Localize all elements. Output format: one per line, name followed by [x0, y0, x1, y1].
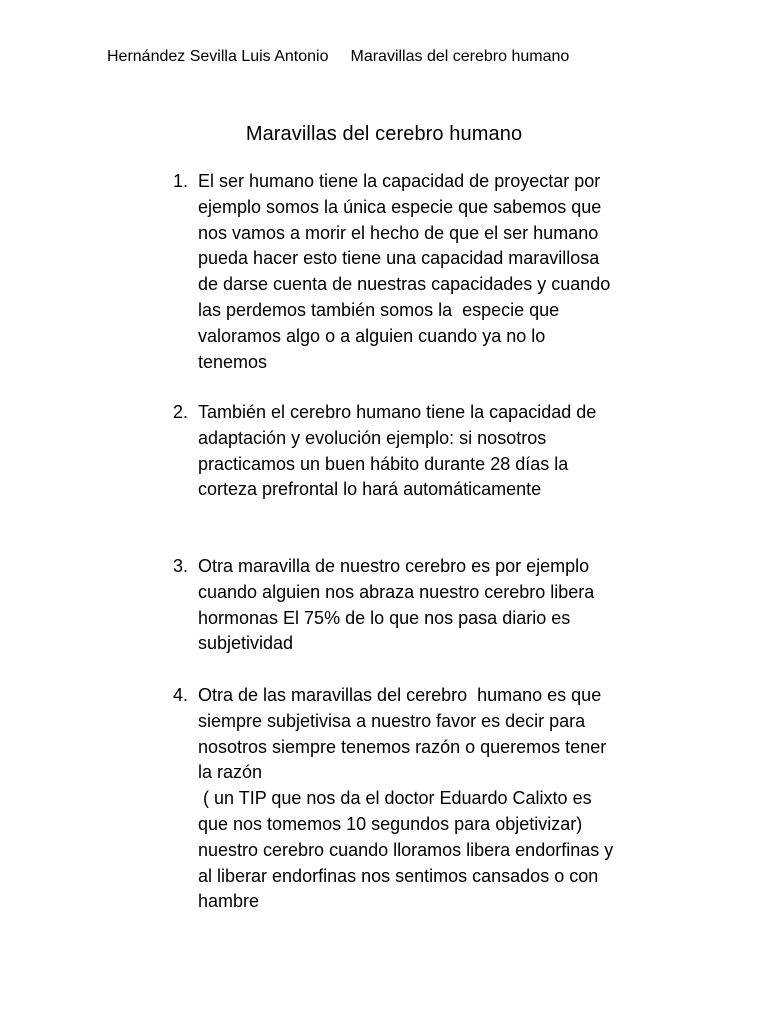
page-header	[107, 47, 569, 67]
list-item-line: corteza prefrontal lo hará automáticamente	[198, 479, 542, 500]
list-item-number: 1.	[173, 171, 189, 191]
list-item	[173, 400, 673, 503]
list-item-line: al liberar endorfinas nos sentimos cansados o con	[198, 865, 599, 886]
list-item-line: ( un TIP que nos da el doctor Eduardo Calixto es	[198, 788, 592, 809]
list-item-line: nosotros siempre tenemos razón o queremos tener	[198, 736, 607, 757]
list-item-line: subjetividad	[198, 633, 294, 654]
list-item-line: cuando alguien nos abraza nuestro cerebro libera	[198, 581, 595, 602]
list-item-line: Otra maravilla de nuestro cerebro es por ejemplo	[198, 556, 590, 576]
list-item-line: nuestro cerebro cuando lloramos libera endorfinas y	[198, 839, 614, 860]
list-item-line: El ser humano tiene la capacidad de proyectar por	[198, 171, 601, 191]
list-item-line: hambre	[198, 891, 260, 912]
list-item-number: 2.	[173, 402, 189, 422]
list-item-line: nos vamos a morir el hecho de que el ser humano	[198, 222, 599, 243]
list-item	[173, 554, 673, 657]
list-item-number: 4.	[173, 685, 189, 705]
list-item-line: Otra de las maravillas del cerebro humano es que	[198, 685, 602, 705]
header-topic: Maravillas del cerebro humano	[350, 48, 570, 65]
document-title: Maravillas del cerebro humano	[245, 123, 523, 145]
list-item-line: las perdemos también somos la especie que	[198, 299, 560, 320]
list-item	[173, 683, 673, 915]
list-item-line: adaptación y evolución ejemplo: si nosotros	[198, 427, 547, 448]
list-item-line: pueda hacer esto tiene una capacidad maravillosa	[198, 248, 600, 269]
list-item-line: valoramos algo o a alguien cuando ya no lo	[198, 325, 546, 346]
list-item-line: la razón	[198, 762, 263, 783]
list-item-line: tenemos	[198, 351, 268, 372]
list-item-line: hormonas El 75% de lo que nos pasa diario es	[198, 607, 571, 628]
list-item-number: 3.	[173, 556, 189, 576]
list-item	[173, 169, 673, 375]
list-item-line: siempre subjetivisa a nuestro favor es decir para	[198, 710, 586, 731]
list-item-line: También el cerebro humano tiene la capacidad de	[198, 402, 597, 422]
header-author: Hernández Sevilla Luis Antonio	[107, 48, 329, 65]
list-item-line: que nos tomemos 10 segundos para objetivizar)	[198, 813, 583, 834]
list-item-line: practicamos un buen hábito durante 28 días la	[198, 453, 569, 474]
list-item-line: ejemplo somos la única especie que sabemos que	[198, 196, 602, 217]
list-item-line: de darse cuenta de nuestras capacidades y cuando	[198, 274, 611, 295]
